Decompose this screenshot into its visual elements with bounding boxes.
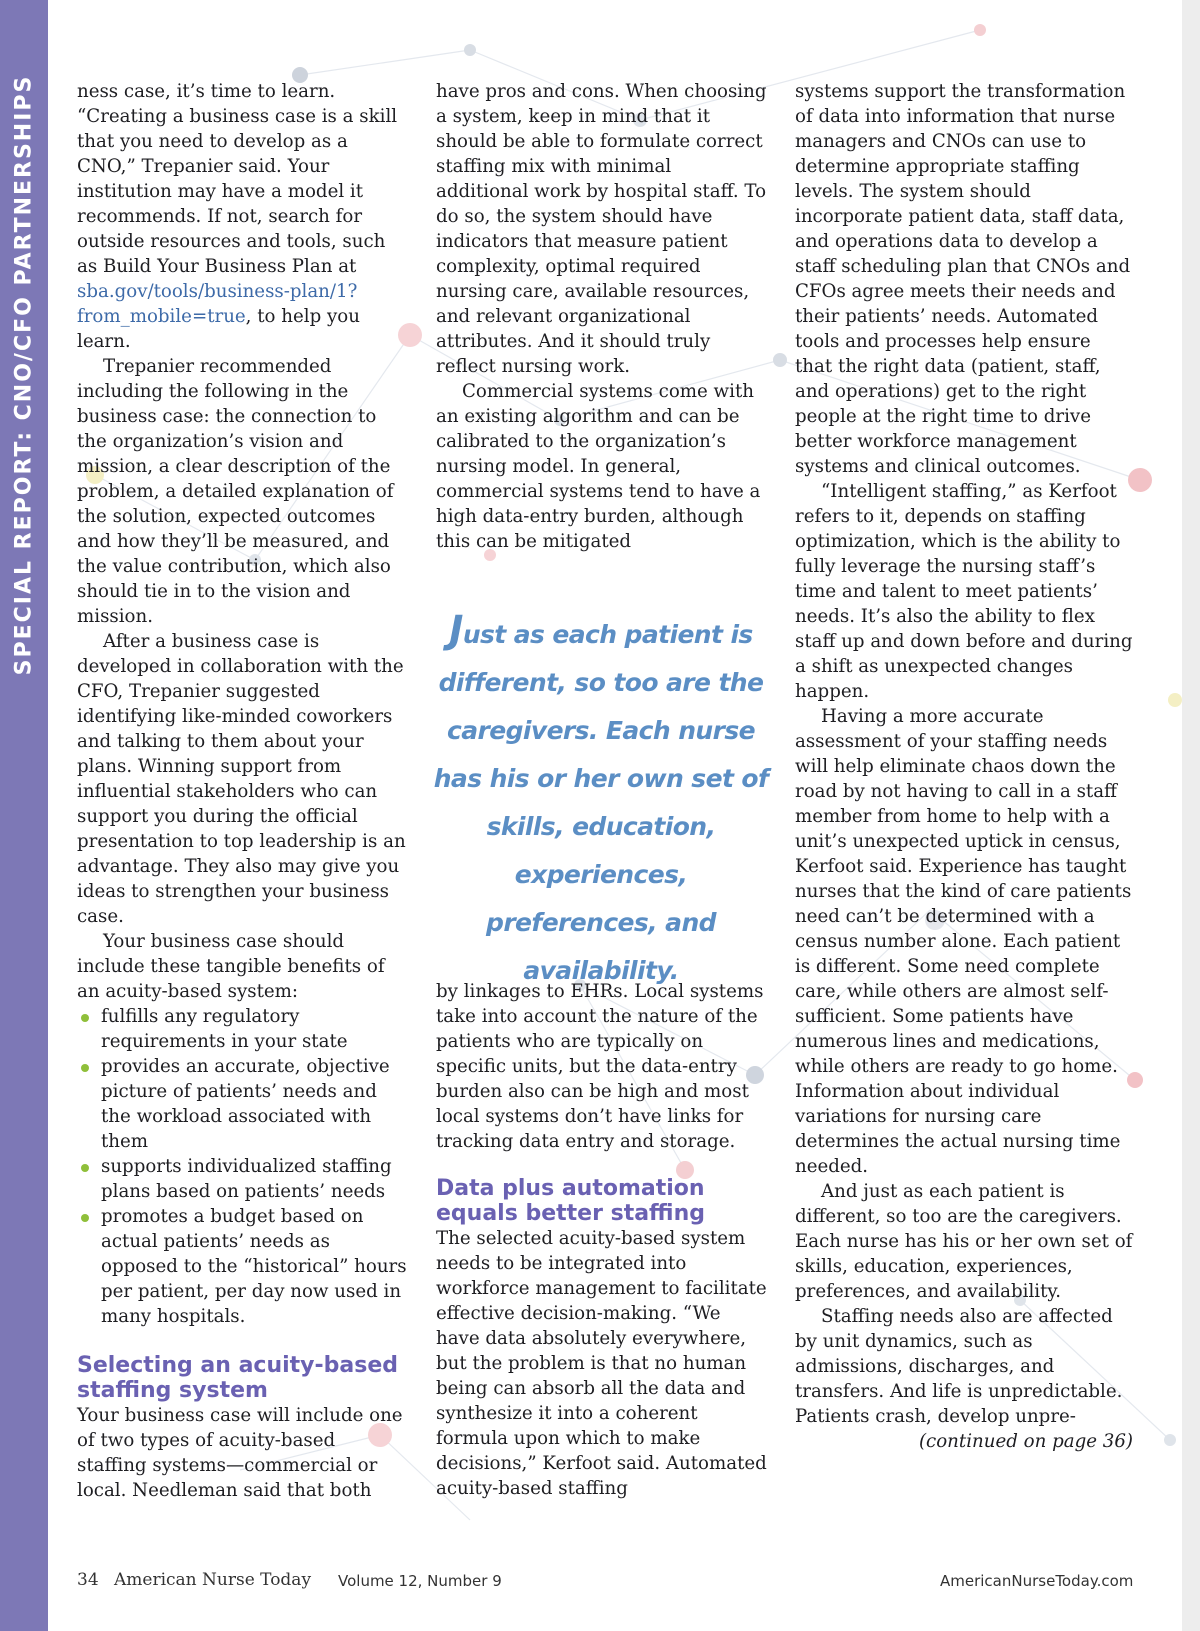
benefits-list xyxy=(77,1004,407,1329)
section-label: SPECIAL REPORT: CNO/CFO PARTNERSHIPS xyxy=(11,74,37,676)
paragraph: Trepanier recommended including the following in the business case: the connection to the organization’s vision and mission, a clear description of the problem, a detailed explanation of the solution, expected outcomes and how they’ll be measured, and the value contribution, which also should tie in to the vision and mission. xyxy=(77,356,394,627)
pull-quote-initial: J xyxy=(449,608,463,652)
paragraph: systems support the transformation of data into information that nurse managers and CNOs can use to determine appropriate staffing levels. The system should incorporate patient data, staff data, and operations data to develop a staff scheduling plan that CNOs and CFOs agree meets their needs and their patients’ needs. Automated tools and processes help ensure that the right data (patient, staff, and operations) get to the right people at the right time to drive better workforce management systems and clinical outcomes. xyxy=(795,81,1131,477)
paragraph: “Intelligent staffing,” as Kerfoot refers to it, depends on staffing optimization, which is the ability to fully leverage the nursing staff’s time and talent to meet patients’ needs. It’s also the ability to flex staff up and down before and during a shift as unexpected changes happen. xyxy=(795,481,1133,702)
list-item: fulfills any regulatory requirements in your state xyxy=(77,1004,407,1054)
paragraph xyxy=(77,79,407,354)
paragraph: Commercial systems come with an existing algorithm and can be calibrated to the organization’s nursing model. In general, commercial systems tend to have a high data-entry burden, although this can be mitigated xyxy=(436,381,761,552)
list-item: supports individualized staffing plans based on patients’ needs xyxy=(77,1154,407,1204)
footer-page-number: 34 xyxy=(77,1570,99,1590)
pull-quote-text: ust as each patient is different, so too are the caregivers. Each nurse has his or her own set of skills, education, experiences, preferences, and availability. xyxy=(433,620,769,985)
paragraph-text: ness case, it’s time to learn. “Creating a business case is a skill that you need to develop as a CNO,” Trepanier said. Your institution may have a model it recommends. If not, search for outside resources and tools, such as Build Your Business Plan at xyxy=(77,81,398,277)
section-heading: Data plus automation equals better staffing xyxy=(436,1176,706,1226)
section-heading: Selecting an acuity-based staffing system xyxy=(77,1353,398,1403)
business-plan-link[interactable]: sba.gov/tools/business-plan/1?from_mobile=true xyxy=(77,281,358,327)
page-edge-strip xyxy=(1182,0,1200,1631)
text-column-2-lower xyxy=(436,979,769,1501)
paragraph: And just as each patient is different, so too are the caregivers. Each nurse has his or her own set of skills, education, experiences, preferences, and availability. xyxy=(795,1181,1133,1302)
text-column-3 xyxy=(795,79,1133,1454)
paragraph: After a business case is developed in collaboration with the CFO, Trepanier suggested identifying like-minded coworkers and talking to them about your plans. Winning support from influential stakeholders who can support you during the official presentation to top leadership is an advantage. They also may give you ideas to strengthen your business case. xyxy=(77,631,406,927)
footer-website[interactable]: AmericanNurseToday.com xyxy=(940,1572,1134,1590)
paragraph: by linkages to EHRs. Local systems take into account the nature of the patients who are typically on specific units, but the data-entry burden also can be high and most local systems don’t have links for tracking data entry and storage. xyxy=(436,981,764,1152)
footer-volume: Volume 12, Number 9 xyxy=(338,1572,502,1590)
list-item: promotes a budget based on actual patients’ needs as opposed to the “historical” hours per patient, per day now used in many hospitals. xyxy=(77,1204,407,1329)
text-column-2 xyxy=(436,79,769,554)
paragraph: Your business case will include one of two types of acuity-based staffing systems—commercial or local. Needleman said that both xyxy=(77,1405,403,1501)
paragraph: Staffing needs also are affected by unit dynamics, such as admissions, discharges, and transfers. And life is unpredictable. Patients crash, develop unpre- xyxy=(795,1306,1123,1427)
paragraph: Your business case should include these tangible benefits of an acuity-based system: xyxy=(77,931,385,1002)
paragraph-text: , to help you learn. xyxy=(77,306,360,352)
paragraph: Having a more accurate assessment of your staffing needs will help eliminate chaos down the road by not having to call in a staff member from home to help with a unit’s unexpected uptick in census, Kerfoot said. Experience has taught nurses that the kind of care patients need can’t be determined with a census number alone. Each patient is different. Some need complete care, while others are almost self-sufficient. Some patients have numerous lines and medications, while others are ready to go home. Information about individual variations for nursing care determines the actual nursing time needed. xyxy=(795,706,1132,1177)
list-item: provides an accurate, objective picture of patients’ needs and the workload associated with them xyxy=(77,1054,407,1154)
pull-quote xyxy=(432,606,770,995)
paragraph: The selected acuity-based system needs to be integrated into workforce management to facilitate effective decision-making. “We have data absolutely everywhere, but the problem is that no human being can absorb all the data and synthesize it into a coherent formula upon which to make decisions,” Kerfoot said. Automated acuity-based staffing xyxy=(436,1228,767,1499)
section-sidebar xyxy=(0,0,48,1631)
paragraph: have pros and cons. When choosing a system, keep in mind that it should be able to formulate correct staffing mix with minimal additional work by hospital staff. To do so, the system should have indicators that measure patient complexity, optimal required nursing care, available resources, and relevant organizational attributes. And it should truly reflect nursing work. xyxy=(436,81,767,377)
text-column-1 xyxy=(77,79,407,1503)
continued-note: (continued on page 36) xyxy=(918,1431,1133,1452)
footer-magazine-name: American Nurse Today xyxy=(114,1570,312,1590)
